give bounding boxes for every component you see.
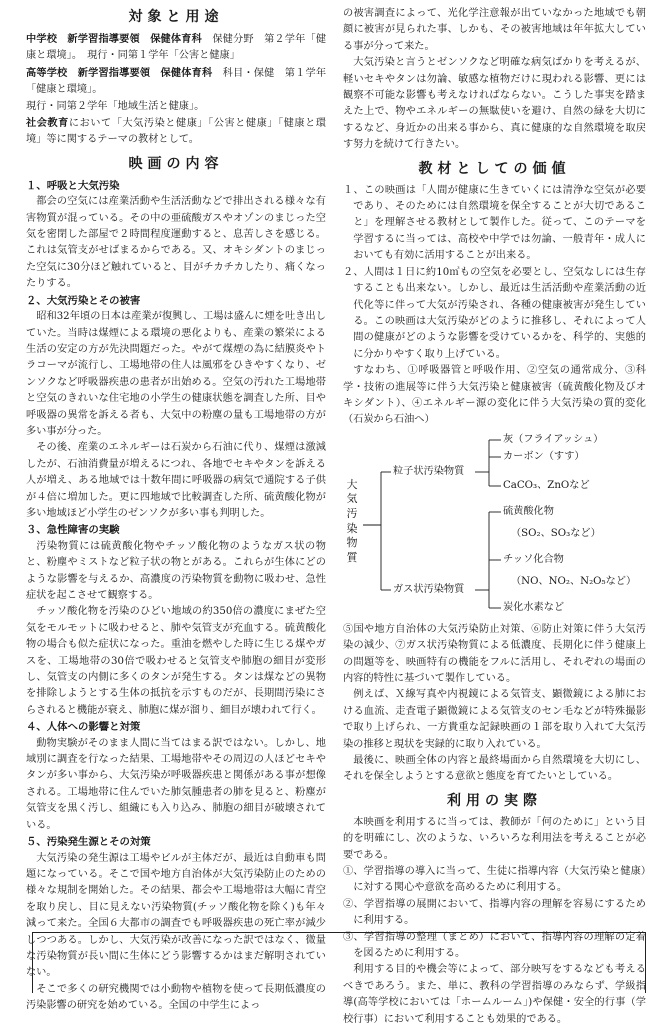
diagram-gas-item: チッソ化合物: [503, 553, 564, 565]
diagram-gas-item: （NO、NO₂、N₂O₅など）: [511, 575, 637, 587]
value-paragraph: ２、人間は１日に約10㎥もの空気を必要とし、空気なしには生存することも出来ない。しかし、最近は生活活動や産業活動の近代化等に伴って大気が汚染され、各種の健康被害が発生している。この映画は大気汚染がどのように推移し、それによって人間の健康がどのような影響を受けているかを、科学的、実態的に分かりやすく取り上げている。: [343, 266, 646, 360]
section-paragraph: 昭和32年頃の日本は産業が復興し、工場は盛んに煙を吐き出していた。当時は煤煙による環境の悪化よりも、産業の繁栄による生活の安定の方が先決問題だった。やがて煤煙の為に結膜炎やトラコーマが流行し、工場地帯の住人は風邪をひきやすくなり、ゼンソクなど呼吸器疾患の患者が出始める。空気の汚れた工場地帯と空気のきれいな住宅地の小学生の健康状態を調査した所、目や呼吸器の異常を訴える者も、大気中の粉塵の量も工場地帯の方が多い事が分った。: [26, 311, 326, 437]
usage-paragraph: 利用する目的や機会等によって、部分映写をするなども考えるべきであろう。また、単に、教科の学習指導のみならず、学級指導(高等学校においては「ホームルーム」)や保健・安全的行事（学校行事）において利用することも効果的である。: [343, 964, 646, 1025]
value-paragraph: ⑤国や地方自治体の大気汚染防止対策、⑥防止対策に伴う大気汚染の減少、⑦ガス状汚染物質による低濃度、長期化に伴う健康上の問題等を、映画特有の機能をフルに活用し、それぞれの場面の内容的特性に基づいて製作している。: [343, 623, 646, 684]
diagram-gas-item: 硫黄酸化物: [503, 505, 554, 517]
value-paragraph: １、この映画は「人間が健康に生きていくには清浄な空気が必要であり、そのためには自然環境を保全することが大切であること」を理解させる教材として製作した。従って、このテーマを学習するに当っては、高校や中学では勿論、一般青年・成人においても有効に活用することが出来る。: [343, 184, 646, 262]
diagram-gas-item: （SO₂、SO₃など）: [511, 527, 601, 539]
value-paragraph: 例えば、Ｘ線写真や内視鏡による気管支、顕微鏡による肺における血流、走査電子顕微鏡による気管支のセン毛などが特殊撮影で取り上げられ、一方貴重な記録映画の１部を取り入れて大気汚染の推移と現状を実録的に取り入れている。: [343, 689, 646, 750]
section-paragraph: 大気汚染の発生源は工場やビルが主体だが、最近は自動車も問題になっている。そこで国や地方自治体が大気汚染防止のための様々な規制を開始した。その結果、都会や工場地帯は大幅に青空を取り戻し、目に見えない汚染物質(チッソ酸化物を除く)も年々減って来た。全国６大都市の調査でも呼吸器疾患の死亡率が減少しつつある。しかし、大気汚染が改善になった訳ではなく、微量な汚染物質が長い間に生体にどう影響するかはまだ解明されていない。: [26, 852, 326, 979]
section-title: ２、大気汚染とその被害: [26, 294, 141, 307]
section-title: ３、急性障害の実験: [26, 524, 120, 537]
diagram-particle-item: 灰（フライアッシュ）: [503, 433, 604, 445]
diagram-gas-label: ガス状汚染物質: [393, 583, 465, 595]
diagram-root-label: 大気汚染物質: [346, 477, 358, 564]
usage-paragraph: 本映画を利用するに当っては、教師が「何のために」という目的を明確にし、次のような、いろいろな利用法を考えることが必要である。: [343, 816, 646, 861]
usage-item: ③、学習指導の整理（まとめ）において、指導内容の理解の定着を図るために利用する。: [343, 931, 646, 960]
section-paragraph: 都会の空気には産業活動や生活活動などで排出される様々な有害物質が混っている。その中の亜硫酸ガスやオゾンのまじった空気を密閉した部屋で２時間程度運動すると、息苦しさを感じる。これは気管支がせばまるからである。又、オキシダントのまじった空気に30分ほど触れていると、目がチカチカしたり、痛くなったりする。: [26, 196, 326, 290]
target-social-education: 社会教育において「大気汚染と健康」「公害と健康」「健康と環境」等に関するテーマの教材として。: [26, 117, 326, 146]
footer-frame: [32, 932, 646, 993]
heading-film-content: 映画の内容: [128, 155, 224, 172]
section-paragraph: 汚染物質には硫黄酸化物やチッソ酸化物のようなガス状の物と、粉塵やミストなど粒子状の物とがある。これらが生体にどのような影響を与えるか、高濃度の汚染物質を動物に吸わせ、急性症状を起こさせて観察する。: [26, 540, 326, 601]
left-column: [26, 6, 326, 1015]
intro-paragraph: の被害調査によって、光化学注意報が出ていなかった地域でも朝顔に被害が見られた事、しかも、その被害地域は年年拡大している事が分って来た。: [343, 8, 646, 52]
usage-item: ②、学習指導の展開において、指導内容の理解を容易にするために利用する。: [343, 898, 646, 927]
pollutant-classification-diagram: [343, 430, 646, 620]
usage-item: ①、学習指導の導入に当って、生徒に指導内容（大気汚染と健康）に対する関心や意欲を高めるために利用する。: [343, 866, 646, 894]
diagram-bracket-lines: [343, 430, 646, 620]
diagram-gas-item: 炭化水素など: [503, 601, 565, 613]
intro-paragraph: 大気汚染と言うとゼンソクなど明確な病気ばかりを考えるが、軽いセキやタンは勿論、敏感な植物だけに現われる影響、更には観察不可能な影響も考えなければならない。こうした事実を踏まえた上で、物やエネルギーの無駄使いを避け、自然の緑を大切にするなど、身近かの出来る事から、真に健康的な自然環境を取戻す努力を続けて行きたい。: [343, 57, 646, 151]
section-paragraph: その後、産業のエネルギーは石炭から石油に代り、煤煙は激減したが、石油消費量が増えるにつれ、各地でセキやタンを訴える人が増え、ある地域では十数年間に呼吸器の病気で通院する子供が４倍に増加した。更に四地域で比較調査した所、硫黄酸化物が多い地域ほど小学生のゼンソクが多い事も判明した。: [26, 442, 326, 519]
diagram-particle-item: CaCO₃、ZnOなど: [503, 479, 590, 491]
value-paragraph: 最後に、映画全体の内容と最終場面から自然環境を大切にし、それを保全しようとする意欲と態度を育てたいとしている。: [343, 755, 646, 783]
targets-block: [26, 31, 326, 149]
section-title: ４、人体への影響と対策: [26, 721, 141, 734]
target-junior-high: 中学校 新学習指導要領 保健体育科 保健分野 第２学年「健康と環境」。 現行・同第１学年「公害と健康」: [26, 33, 327, 62]
diagram-particle-label: 粒子状汚染物質: [393, 465, 465, 477]
value-paragraph: すなわち、①呼吸器管と呼吸作用、②空気の通常成分、③科学・技術の進展等に伴う大気汚染と健康被害（硫黄酸化物及びオキシダント）、④エネルギー源の変化に伴う大気汚染の質的変化（石炭から石油へ）: [343, 365, 646, 426]
heading-usage: 利用の実際: [447, 792, 542, 809]
section-paragraph: そこで多くの研究機関では小動物や植物を使って長期低濃度の汚染影響の研究を始めている。全国の中学生によっ: [26, 983, 326, 1012]
target-high-school: 高等学校 新学習指導要領 保健体育科 科目・保健 第１学年「健康と環境」。: [26, 66, 327, 96]
section-title: ５、汚染発生源とその対策: [26, 836, 151, 849]
heading-targets: 対象と用途: [128, 9, 224, 25]
section-paragraph: チッソ酸化物を汚染のひどい地域の約350倍の濃度にまぜた空気をモルモットに吸わせると、肺や気管支が充血する。硫黄酸化物の場合も似た症状になった。重油を燃やした時に生じる煤やガスを、工場地帯の30倍で吸わせると気管支や肺胞の細目が変形し、気管支の内側に多くのタンが発生する。タンは煤などの異物を排除しようとする生体の抵抗を示すものだが、長期間汚染にさらされると機能が衰え、肺胞に煤が溜り、細目が壊われて行く。: [26, 606, 326, 716]
target-high-school-current: 現行・同第２学年「地域生活と健康」。: [26, 100, 205, 112]
section-paragraph: 動物実験がそのまま人間に当てはまる訳ではない。しかし、地域別に調査を行なった結果、工場地帯やその周辺の人ほどセキやタンが多い事から、大気汚染が呼吸器疾患と関係がある事が想像される。工場地帯に住んでいた肺気腫患者の肺を見ると、粉塵が気管支を黒く汚し、組織にも入り込み、肺胞の細目が破壊されている。: [26, 737, 326, 831]
section-title: １、呼吸と大気汚染: [26, 179, 120, 192]
heading-educational-value: 教材としての価値: [418, 160, 571, 177]
diagram-particle-item: カーボン（すす）: [503, 450, 585, 462]
right-column: [343, 6, 646, 1028]
